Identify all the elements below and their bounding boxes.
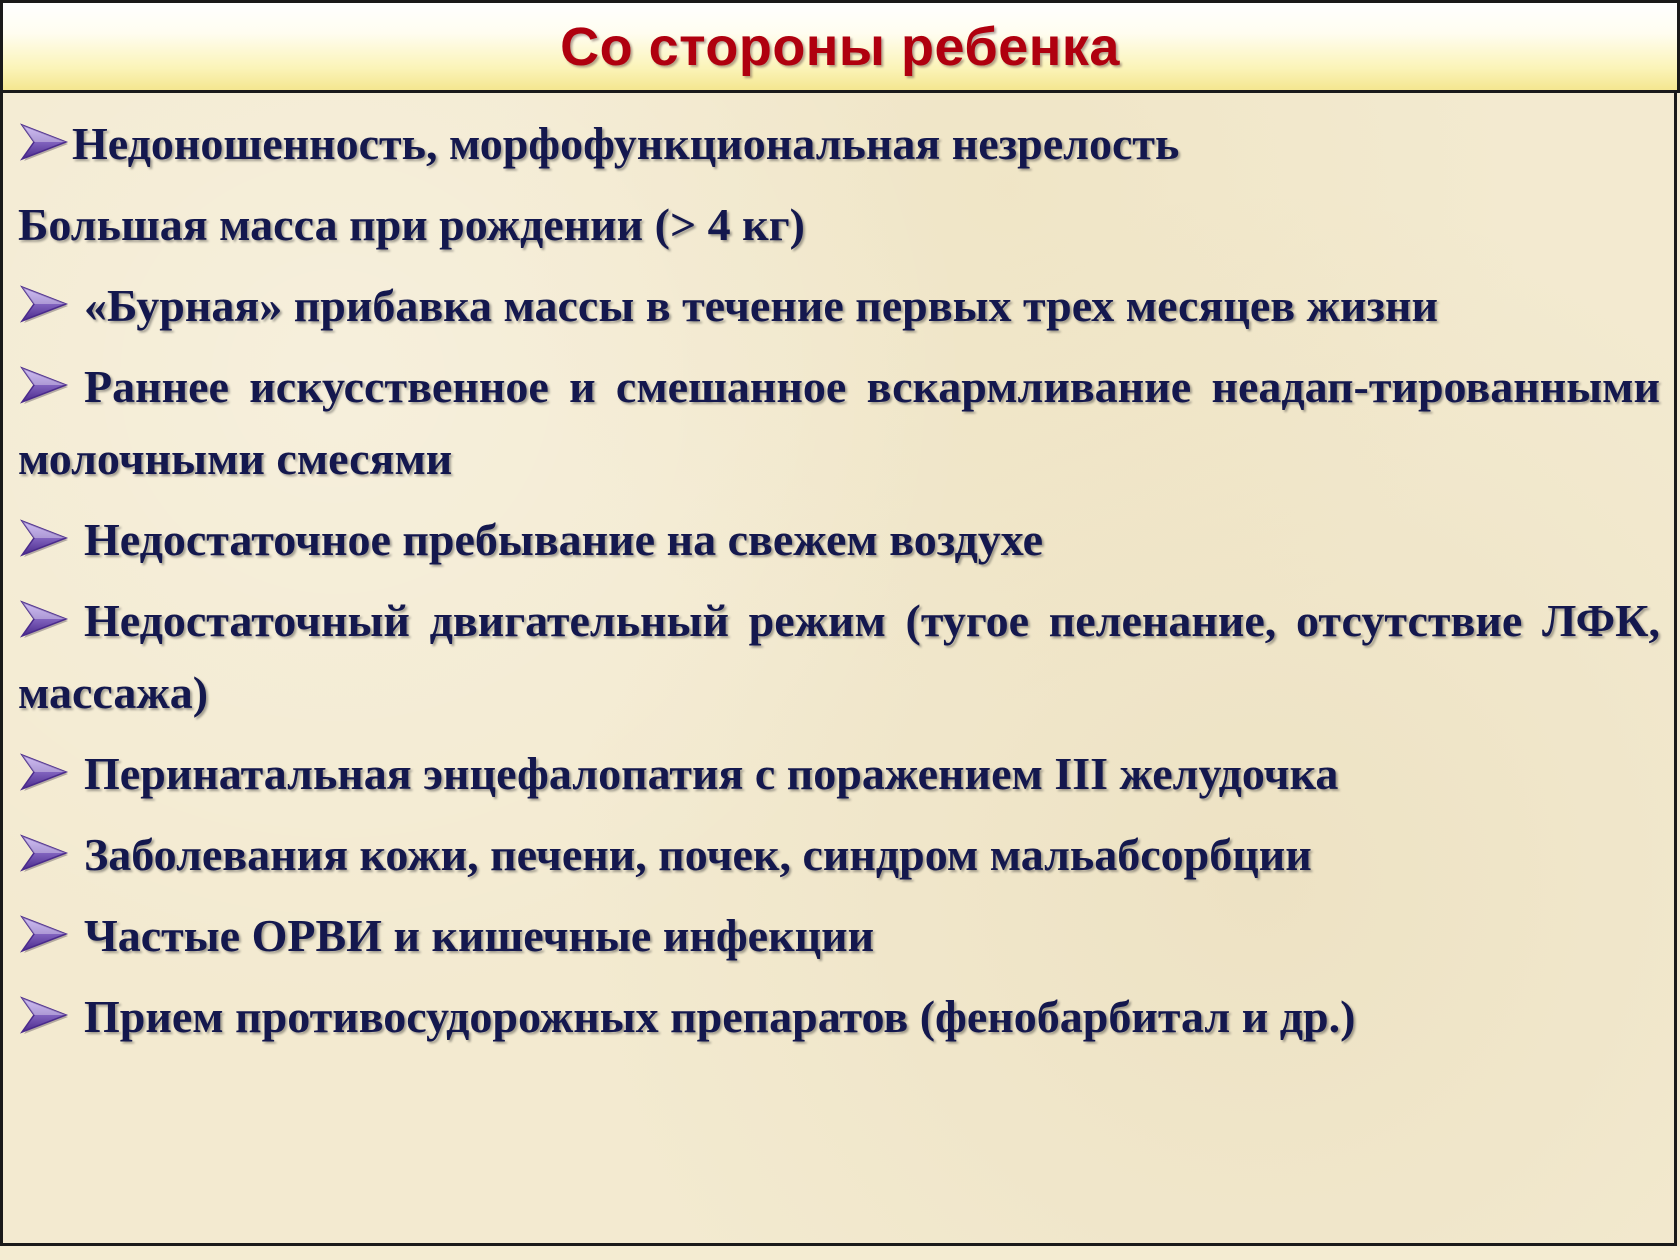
list-item-text: Заболевания кожи, печени, почек, синдром мальабсорбции [84, 829, 1312, 880]
purple-arrowhead-icon [18, 518, 70, 558]
list-item-text: Частые ОРВИ и кишечные инфекции [84, 910, 875, 961]
purple-arrowhead-icon [18, 122, 70, 162]
list-item [18, 270, 1660, 342]
slide-title: Со стороны ребенка [560, 16, 1120, 77]
purple-arrowhead-icon [18, 752, 70, 792]
list-item [18, 900, 1660, 972]
list-item [18, 819, 1660, 891]
purple-arrowhead-icon [18, 284, 70, 324]
list-item-text: «Бурная» прибавка массы в течение первых трех месяцев жизни [84, 280, 1438, 331]
bottom-strip [0, 1246, 1680, 1260]
purple-arrowhead-icon [18, 914, 70, 954]
list-item-text: Раннее искусственное и смешанное вскармливание неадап-тированными молочными смесями [18, 361, 1660, 484]
list-item [18, 108, 1660, 180]
list-item [18, 738, 1660, 810]
list-item-text: Недостаточное пребывание на свежем воздухе [84, 514, 1043, 565]
purple-arrowhead-icon [18, 833, 70, 873]
purple-arrowhead-icon [18, 995, 70, 1035]
list-item-text: Прием противосудорожных препаратов (фенобарбитал и др.) [84, 991, 1356, 1042]
list-item-text: Недостаточный двигательный режим (тугое пеленание, отсутствие ЛФК, массажа) [18, 595, 1660, 718]
purple-arrowhead-icon [18, 599, 70, 639]
bullet-list [18, 108, 1660, 1062]
title-bar [0, 0, 1680, 93]
list-item-text: Большая масса при рождении (> 4 кг) [18, 199, 805, 250]
list-item [18, 585, 1660, 729]
list-item [18, 504, 1660, 576]
list-item [18, 351, 1660, 495]
list-item [18, 189, 1660, 261]
purple-arrowhead-icon [18, 365, 70, 405]
list-item-text: Недоношенность, морфофункциональная незрелость [72, 118, 1180, 169]
list-item-text: Перинатальная энцефалопатия с поражением III желудочка [84, 748, 1339, 799]
list-item [18, 981, 1660, 1053]
